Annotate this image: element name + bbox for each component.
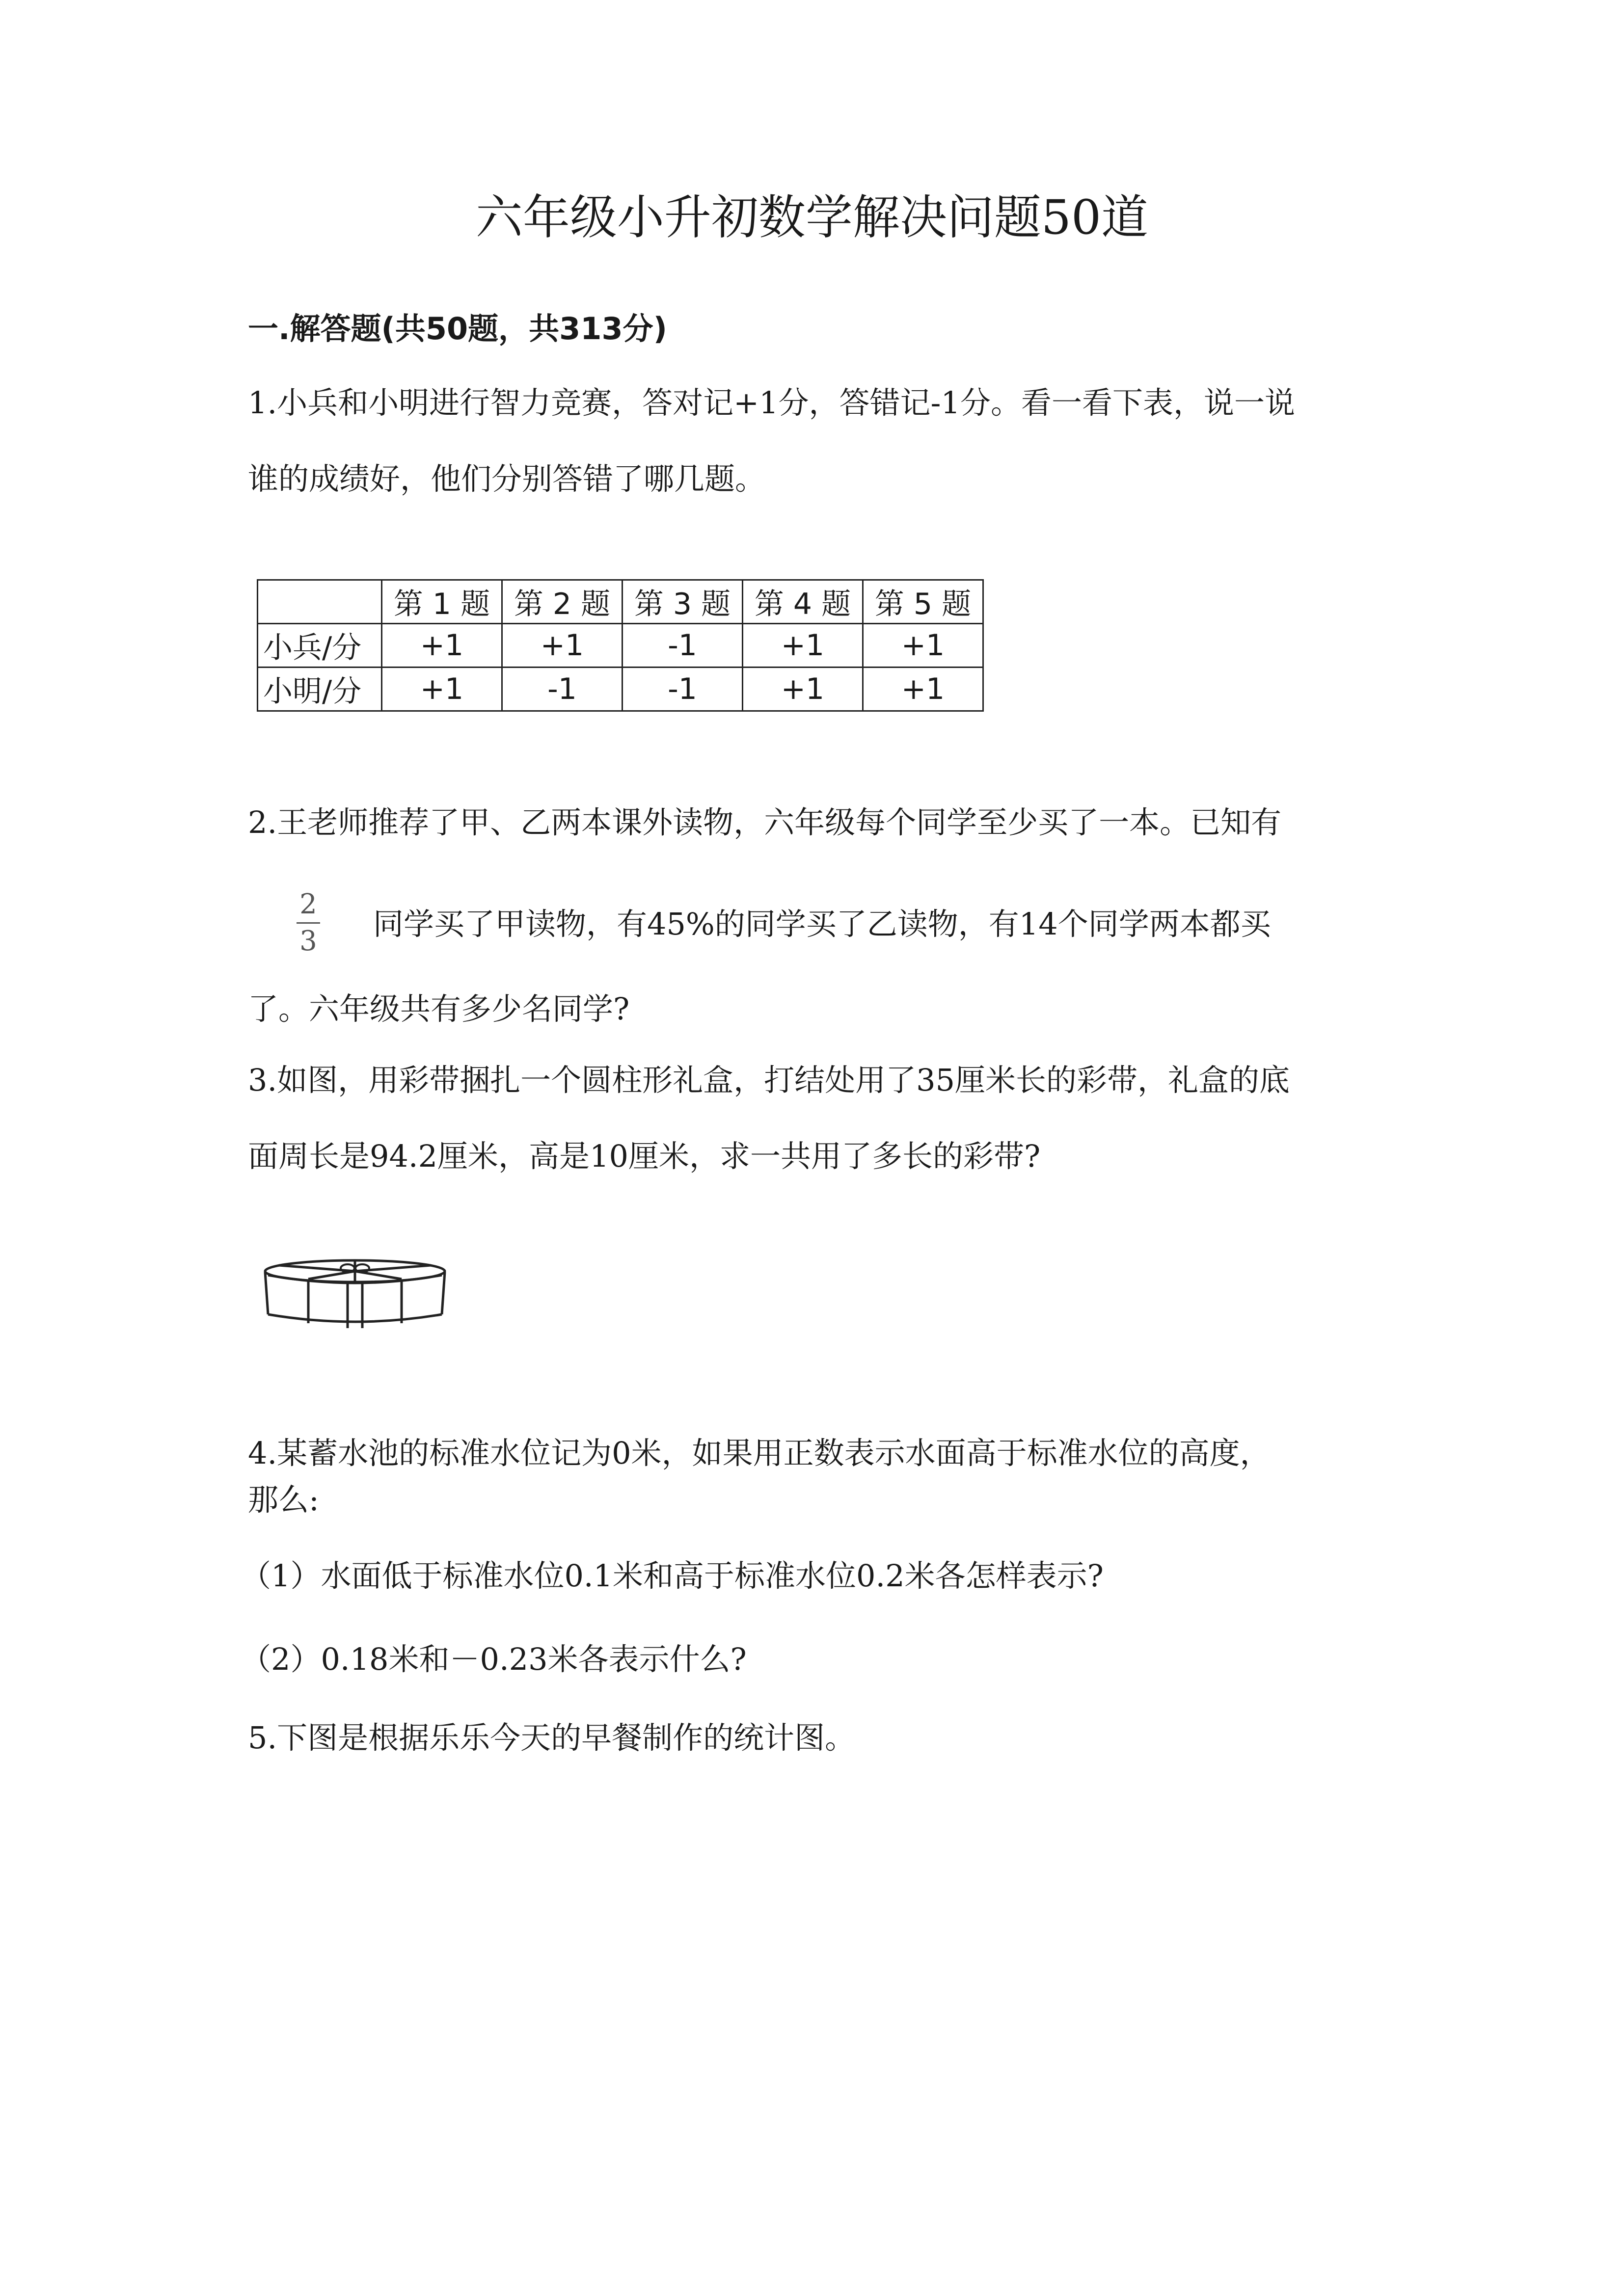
q4-sub-question-2: （2）0.18米和－0.23米各表示什么? xyxy=(241,1641,747,1677)
table-header-q3: 第 3 题 xyxy=(623,580,743,624)
table-cell: -1 xyxy=(623,667,743,711)
table-cell: +1 xyxy=(502,624,623,667)
table-cell: -1 xyxy=(502,667,623,711)
q2-text-line-3: 了。六年级共有多少名同学? xyxy=(248,991,630,1027)
table-corner-cell xyxy=(258,580,382,624)
q4-sub-question-1: （1）水面低于标准水位0.1米和高于标准水位0.2米各怎样表示? xyxy=(241,1558,1104,1594)
cylinder-gift-box-figure xyxy=(259,1256,451,1335)
table-cell: +1 xyxy=(382,667,502,711)
q3-text-line-1: 3.如图，用彩带捆扎一个圆柱形礼盒，打结处用了35厘米长的彩带，礼盒的底 xyxy=(248,1062,1290,1098)
fraction-denominator: 3 xyxy=(299,925,317,957)
row-label-xiaoming: 小明/分 xyxy=(258,667,382,711)
table-row xyxy=(258,624,983,667)
table-header-q5: 第 5 题 xyxy=(863,580,983,624)
q2-text-line-2: 同学买了甲读物，有45%的同学买了乙读物，有14个同学两本都买 xyxy=(373,906,1271,942)
table-cell: +1 xyxy=(863,624,983,667)
table-cell: +1 xyxy=(743,624,863,667)
q5-text-line-1: 5.下图是根据乐乐今天的早餐制作的统计图。 xyxy=(248,1720,856,1756)
table-header-q2: 第 2 题 xyxy=(502,580,623,624)
q1-text-line-1: 1.小兵和小明进行智力竞赛，答对记+1分，答错记-1分。看一看下表，说一说 xyxy=(248,385,1295,421)
score-table xyxy=(257,579,984,712)
table-cell: -1 xyxy=(623,624,743,667)
page-title: 六年级小升初数学解决问题50道 xyxy=(475,190,1149,245)
fraction-two-thirds xyxy=(295,888,322,957)
row-label-xiaobing: 小兵/分 xyxy=(258,624,382,667)
q4-text-line-2: 那么: xyxy=(248,1482,319,1518)
table-cell: +1 xyxy=(743,667,863,711)
table-cell: +1 xyxy=(863,667,983,711)
table-cell: +1 xyxy=(382,624,502,667)
table-header-q1: 第 1 题 xyxy=(382,580,502,624)
table-header-q4: 第 4 题 xyxy=(743,580,863,624)
fraction-numerator: 2 xyxy=(299,888,317,920)
section-heading: 一.解答题(共50题，共313分) xyxy=(248,311,667,347)
q3-text-line-2: 面周长是94.2厘米，高是10厘米，求一共用了多长的彩带? xyxy=(248,1138,1041,1174)
table-header-row xyxy=(258,580,983,624)
table-row xyxy=(258,667,983,711)
q2-text-line-1: 2.王老师推荐了甲、乙两本课外读物，六年级每个同学至少买了一本。已知有 xyxy=(248,804,1282,840)
q4-text-line-1: 4.某蓄水池的标准水位记为0米，如果用正数表示水面高于标准水位的高度， xyxy=(248,1435,1271,1471)
q1-text-line-2: 谁的成绩好，他们分别答错了哪几题。 xyxy=(248,461,766,497)
